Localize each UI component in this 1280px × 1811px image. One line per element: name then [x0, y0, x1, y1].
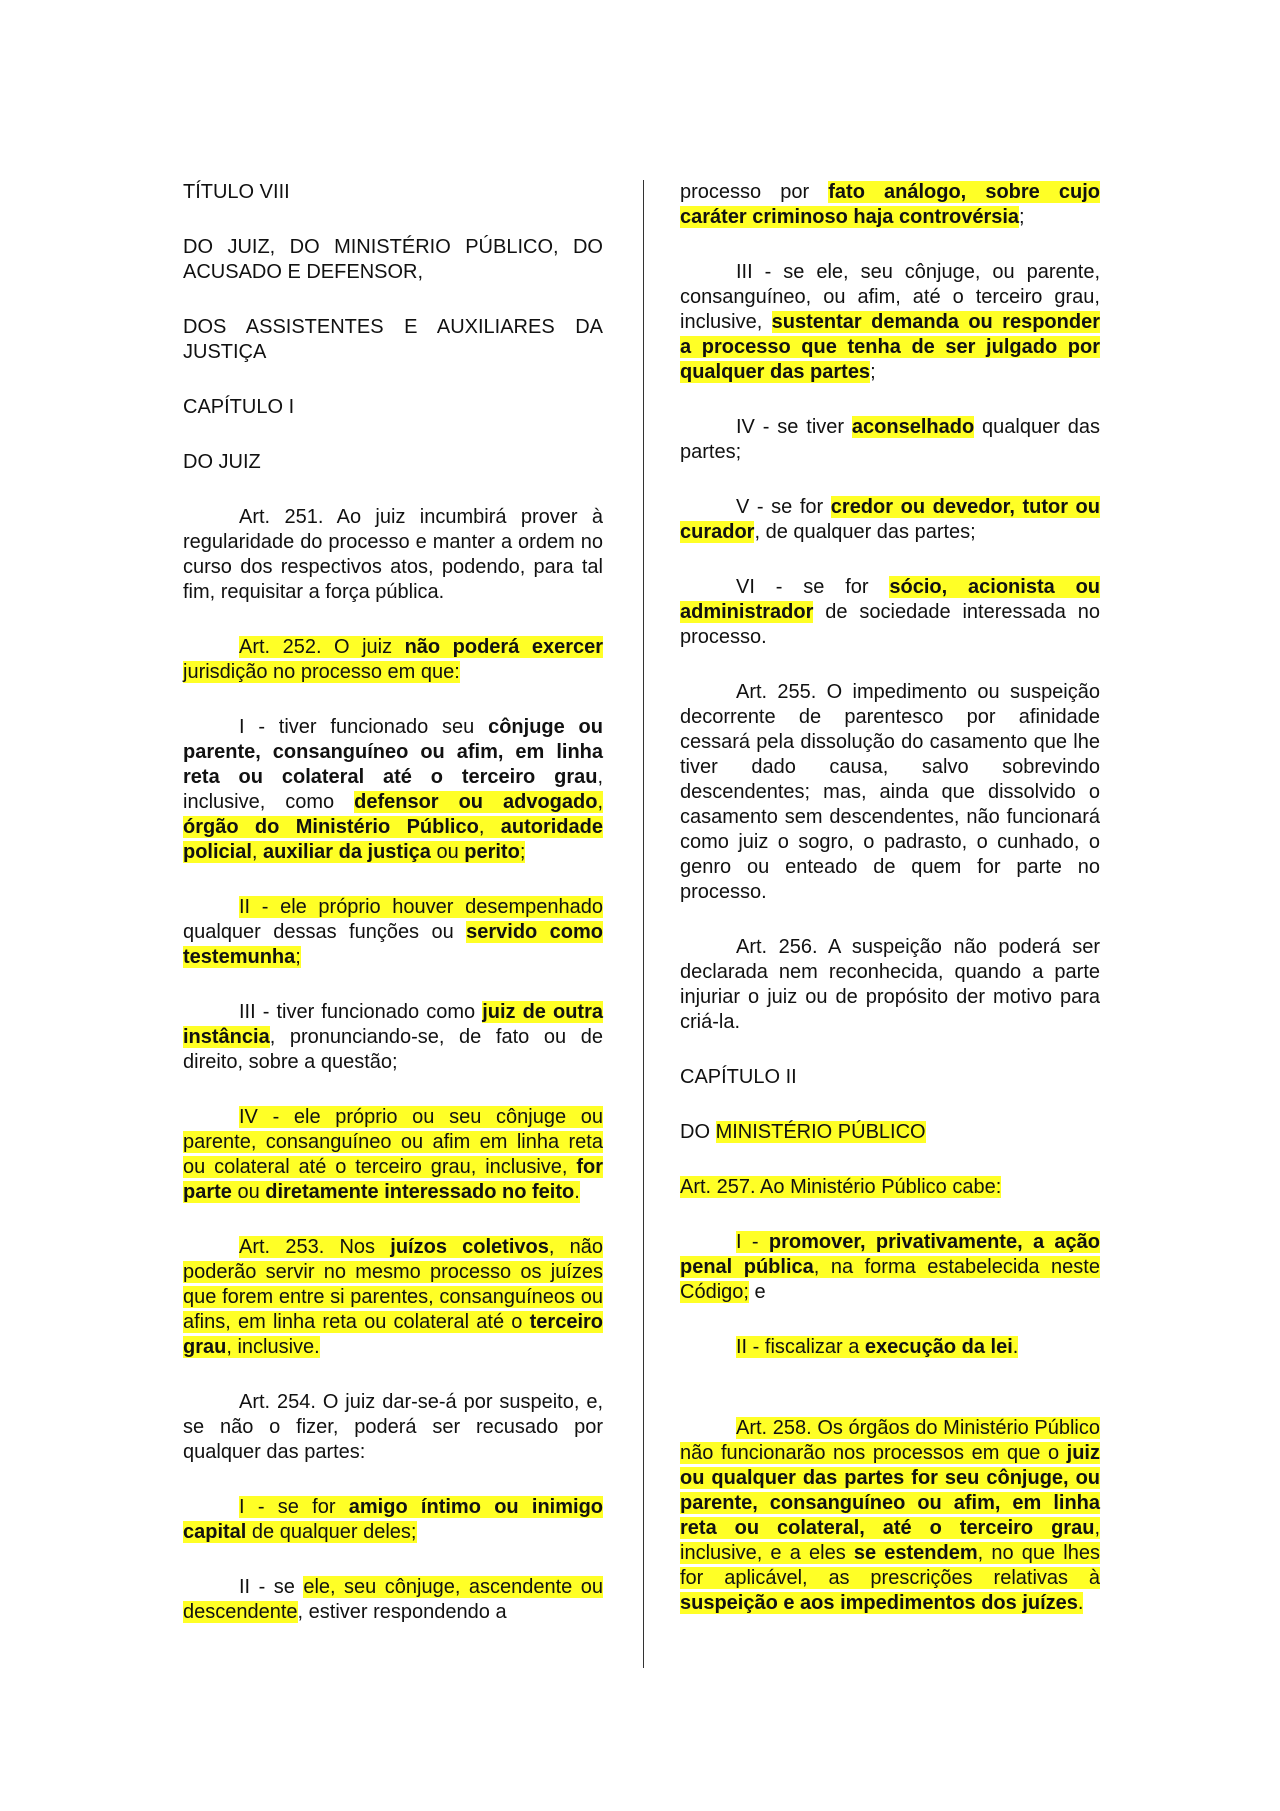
article-252-item-iv: IV - ele próprio ou seu cônjuge ou parente, consanguíneo ou afim em linha reta ou colateral até o terceiro grau, inclusive, for parte ou diretamente interessado no feito. — [183, 1106, 603, 1203]
article-254-item-v: V - se for credor ou devedor, tutor ou curador, de qualquer das partes; — [680, 496, 1100, 543]
article-256: Art. 256. A suspeição não poderá ser declarada nem reconhecida, quando a parte injuriar o juiz ou de propósito der motivo para criá-la. — [680, 936, 1100, 1033]
article-257-item-ii: II - fiscalizar a execução da lei. — [736, 1336, 1019, 1358]
article-252-item-ii: II - ele próprio houver desempenhado qualquer dessas funções ou servido como testemunha; — [183, 896, 603, 968]
right-column — [680, 180, 1100, 1646]
article-257-item-i: I - promover, privativamente, a ação penal pública, na forma estabelecida neste Código; e — [680, 1231, 1100, 1303]
article-254-item-vi: VI - se for sócio, acionista ou administrador de sociedade interessada no processo. — [680, 576, 1100, 648]
article-252: Art. 252. O juiz não poderá exercer jurisdição no processo em que: — [183, 636, 603, 683]
chapter-heading: CAPÍTULO I — [183, 396, 295, 418]
article-252-item-i: I - tiver funcionado seu cônjuge ou parente, consanguíneo ou afim, em linha reta ou colateral até o terceiro grau, inclusive, como defensor ou advogado, órgão do Ministério Público, autoridade policial, auxiliar da justiça ou perito; — [183, 716, 603, 863]
article-254-item-iii: III - se ele, seu cônjuge, ou parente, consanguíneo, ou afim, até o terceiro grau, inclusive, sustentar demanda ou responder a processo que tenha de ser julgado por qualquer das partes; — [680, 261, 1100, 383]
article-255: Art. 255. O impedimento ou suspeição decorrente de parentesco por afinidade cessará pela dissolução do casamento que lhe tiver dado causa, salvo sobrevindo descendentes; mas, ainda que dissolvido o casamento sem descendentes, não funcionará como juiz o sogro, o padrasto, o cunhado, o genro ou enteado de quem for parte no processo. — [680, 681, 1100, 903]
chapter-title-2: DO MINISTÉRIO PÚBLICO — [680, 1121, 926, 1143]
article-254: Art. 254. O juiz dar-se-á por suspeito, e, se não o fizer, poderá ser recusado por qualquer das partes: — [183, 1391, 603, 1463]
heading-assistants: DOS ASSISTENTES E AUXILIARES DA JUSTIÇA — [183, 316, 603, 363]
article-254-item-iv: IV - se tiver aconselhado qualquer das partes; — [680, 416, 1100, 463]
article-254-item-ii: II - se ele, seu cônjuge, ascendente ou descendente, estiver respondendo a — [183, 1576, 603, 1623]
article-253: Art. 253. Nos juízos coletivos, não poderão servir no mesmo processo os juízes que forem entre si parentes, consanguíneos ou afins, em linha reta ou colateral até o terceiro grau, inclusive. — [183, 1236, 604, 1358]
article-258: Art. 258. Os órgãos do Ministério Público não funcionarão nos processos em que o juiz ou qualquer das partes for seu cônjuge, ou parente, consanguíneo ou afim, em linha reta ou colateral, até o terceiro grau, inclusive, e a eles se estendem, no que lhes for aplicável, as prescrições relativas à suspeição e aos impedimentos dos juízes. — [680, 1417, 1100, 1614]
article-251: Art. 251. Ao juiz incumbirá prover à regularidade do processo e manter a ordem no curso dos respectivos atos, podendo, para tal fim, requisitar a força pública. — [183, 506, 603, 603]
title: TÍTULO VIII — [183, 181, 290, 203]
heading-judge-prosecutor: DO JUIZ, DO MINISTÉRIO PÚBLICO, DO ACUSADO E DEFENSOR, — [183, 236, 603, 283]
column-divider — [643, 180, 644, 1668]
article-257: Art. 257. Ao Ministério Público cabe: — [680, 1176, 1002, 1198]
left-column — [183, 180, 603, 1655]
chapter-title: DO JUIZ — [183, 451, 261, 473]
chapter-heading-2: CAPÍTULO II — [680, 1066, 797, 1088]
article-254-item-ii-continued: processo por fato análogo, sobre cujo caráter criminoso haja controvérsia; — [680, 181, 1100, 228]
article-252-item-iii: III - tiver funcionado como juiz de outra instância, pronunciando-se, de fato ou de direito, sobre a questão; — [183, 1001, 603, 1073]
article-254-item-i: I - se for amigo íntimo ou inimigo capital de qualquer deles; — [183, 1496, 604, 1543]
